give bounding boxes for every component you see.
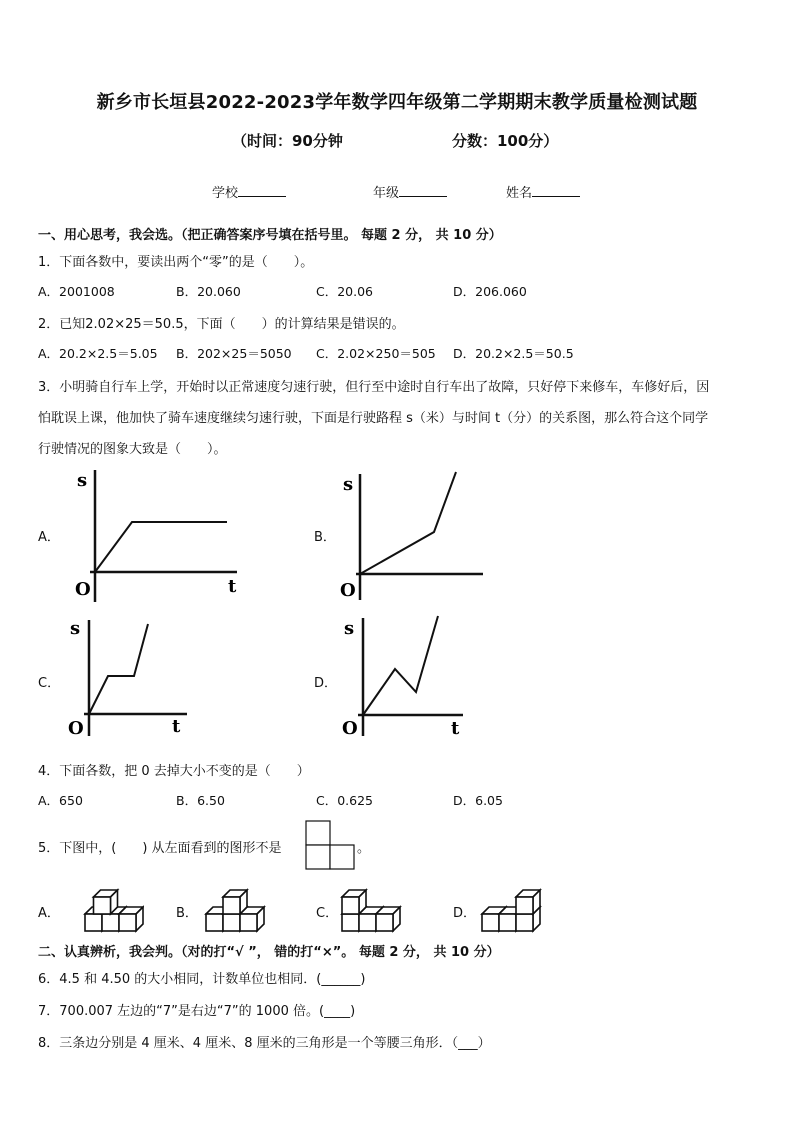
q2-option-b: B．202×25＝5050 xyxy=(176,346,292,361)
exam-score: 分数：100分） xyxy=(452,132,559,150)
graph-c-line xyxy=(89,624,148,714)
exam-time: （时间：90分钟 xyxy=(232,132,343,150)
q1-option-b: B．20.060 xyxy=(176,284,241,299)
q3-line1: 3．小明骑自行车上学，开始时以正常速度匀速行驶，但行至中途时自行车出了故障，只好停下来修车，车修好后，因 xyxy=(38,380,710,395)
cube-face xyxy=(223,914,240,931)
q4-stem: 4．下面各数，把 0 去掉大小不变的是（ ） xyxy=(38,764,310,779)
q1-option-d: D．206.060 xyxy=(453,284,527,299)
graph-d-s-label: s xyxy=(344,618,355,639)
q6-text: 6．4.5 和 4.50 的大小相同，计数单位也相同．(______) xyxy=(38,972,366,987)
cube-face xyxy=(94,897,111,914)
cube-face xyxy=(482,914,499,931)
school-field xyxy=(212,182,286,201)
cube-face xyxy=(206,914,223,931)
graph-a xyxy=(62,462,252,607)
cube-face xyxy=(119,914,136,931)
q3-option-b-label: B． xyxy=(314,530,336,545)
graph-b-line xyxy=(360,472,456,574)
q3-line2: 怕耽误上课，他加快了骑车速度继续匀速行驶，下面是行驶路程 s（米）与时间 t（分）的关系图，那么符合这个同学 xyxy=(38,411,709,426)
school-label: 学校 xyxy=(212,186,239,201)
q8-text: 8．三条边分别是 4 厘米、4 厘米、8 厘米的三角形是一个等腰三角形．（___） xyxy=(38,1036,491,1051)
q1-option-a: A．2001008 xyxy=(38,284,115,299)
q5-stem: 5．下图中，( ) 从左面看到的图形不是 xyxy=(38,841,282,856)
cube-face xyxy=(516,897,533,914)
q5-option-a-label: A． xyxy=(38,906,60,921)
cube-face xyxy=(359,914,376,931)
page-title: 新乡市长垣县2022-2023学年数学四年级第二学期期末教学质量检测试题 xyxy=(96,92,698,113)
graph-c-s-label: s xyxy=(70,618,81,639)
cube-face xyxy=(85,914,102,931)
section2-heading: 二、认真辨析，我会判。（对的打“√ ”， 错的打“×”。 每题 2 分， 共 10 分） xyxy=(38,945,500,960)
q5-option-b-label: B． xyxy=(176,906,198,921)
graph-a-t-label: t xyxy=(228,576,237,597)
cube-face xyxy=(223,897,240,914)
graph-a-line xyxy=(95,522,227,572)
name-blank xyxy=(532,184,580,197)
graph-d xyxy=(338,612,468,740)
q2-option-d: D．20.2×2.5＝50.5 xyxy=(453,346,574,361)
graph-d-line xyxy=(363,616,438,715)
q3-option-d-label: D． xyxy=(314,676,338,691)
section1-heading: 一、用心思考，我会选。（把正确答案序号填在括号里。 每题 2 分， 共 10 分） xyxy=(38,228,502,243)
q2-option-c: C．2.02×250＝505 xyxy=(316,346,436,361)
q4-option-b: B．6.50 xyxy=(176,793,225,808)
q3-option-c-label: C． xyxy=(38,676,61,691)
q2-option-a: A．20.2×2.5＝5.05 xyxy=(38,346,158,361)
q1-option-c: C．20.06 xyxy=(316,284,374,299)
cube-face xyxy=(240,914,257,931)
graph-c-origin: O xyxy=(68,718,84,739)
cube-face xyxy=(102,914,119,931)
grade-blank xyxy=(399,184,447,197)
q5-option-c-cubes xyxy=(338,876,418,936)
q5-option-a-cubes xyxy=(64,876,144,936)
grade-label: 年级 xyxy=(373,186,400,201)
q5-option-d-cubes xyxy=(478,876,558,936)
school-blank xyxy=(238,184,286,197)
q3-line3: 行驶情况的图象大致是（ ）。 xyxy=(38,442,227,457)
q5-option-b-cubes xyxy=(202,876,282,936)
q3-option-a-label: A． xyxy=(38,530,60,545)
graph-d-origin: O xyxy=(342,718,358,739)
name-label: 姓名 xyxy=(506,186,533,201)
q4-option-d: D．6.05 xyxy=(453,793,503,808)
cube-face xyxy=(376,914,393,931)
q4-option-a: A．650 xyxy=(38,793,83,808)
graph-c xyxy=(62,614,192,739)
graph-a-origin: O xyxy=(75,579,91,600)
graph-c-t-label: t xyxy=(172,716,181,737)
q1-stem: 1．下面各数中，要读出两个“零”的是（ ）。 xyxy=(38,255,314,270)
graph-b-s-label: s xyxy=(343,474,354,495)
q4-option-c: C．0.625 xyxy=(316,793,374,808)
graph-b-origin: O xyxy=(340,580,356,601)
graph-d-t-label: t xyxy=(451,718,460,739)
graph-b xyxy=(338,468,488,603)
cube-face xyxy=(342,914,359,931)
grade-field xyxy=(373,182,447,201)
q7-text: 7．700.007 左边的“7”是右边“7”的 1000 倍。(____) xyxy=(38,1004,356,1019)
cube-face xyxy=(499,914,516,931)
graph-a-s-label: s xyxy=(77,470,88,491)
q5-option-d-label: D． xyxy=(453,906,477,921)
q2-stem: 2．已知2.02×25＝50.5，下面（ ）的计算结果是错误的。 xyxy=(38,317,405,332)
name-field xyxy=(506,182,580,201)
q5-stem-end: 。 xyxy=(357,841,371,856)
cube-face xyxy=(342,897,359,914)
cube-face xyxy=(516,914,533,931)
q5-option-c-label: C． xyxy=(316,906,339,921)
q5-left-view-figure xyxy=(305,820,357,872)
